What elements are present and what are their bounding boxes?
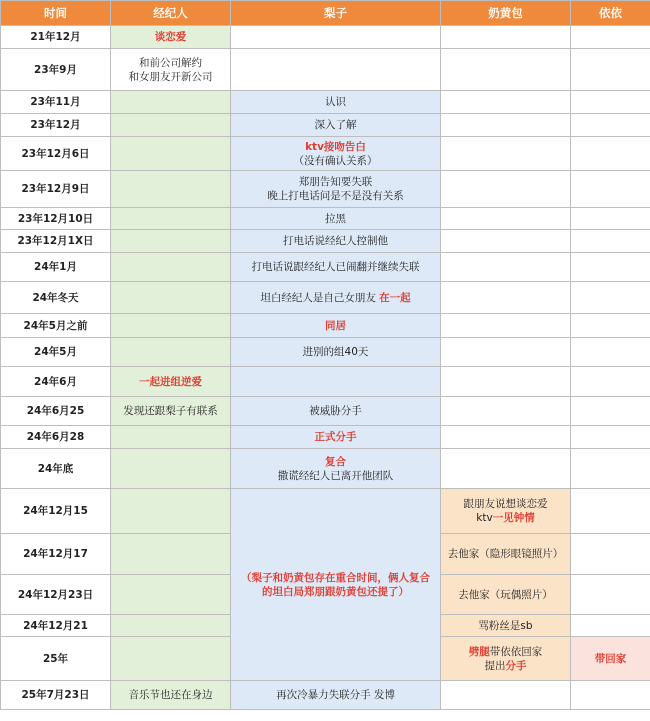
date-cell: 24年6月25	[1, 397, 111, 426]
agent-cell	[111, 426, 231, 449]
date-cell: 23年12月9日	[1, 171, 111, 208]
cell-line	[233, 455, 438, 469]
date-cell: 24年12月15	[1, 489, 111, 534]
table-row	[1, 489, 650, 534]
header-row	[1, 1, 650, 26]
date-cell: 23年9月	[1, 49, 111, 91]
yiyi-cell	[571, 397, 650, 426]
naihuangbao-cell	[441, 230, 571, 253]
highlight-text: 在一起	[379, 291, 411, 304]
cell-line	[443, 497, 568, 511]
yiyi-cell	[571, 253, 650, 282]
highlight-text: 谈恋爱	[154, 31, 187, 43]
lizi-cell	[231, 449, 441, 489]
naihuangbao-cell	[441, 282, 571, 314]
table-row	[1, 208, 650, 230]
table-row	[1, 314, 650, 338]
naihuangbao-cell	[441, 426, 571, 449]
table-row	[1, 282, 650, 314]
date-cell: 24年冬天	[1, 282, 111, 314]
yiyi-cell	[571, 230, 650, 253]
cell-line	[233, 319, 438, 333]
agent-cell	[111, 615, 231, 637]
date-cell: 24年12月21	[1, 615, 111, 637]
cell-line	[233, 212, 438, 226]
cell-text: 打电话说跟经纪人已闹翻并继续失联	[251, 261, 420, 273]
cell-text: 发现还跟梨子有联系	[123, 405, 218, 417]
lizi-cell	[231, 114, 441, 137]
lizi-cell	[231, 26, 441, 49]
agent-cell	[111, 26, 231, 49]
naihuangbao-cell	[441, 91, 571, 114]
agent-cell	[111, 637, 231, 681]
lizi-cell	[231, 397, 441, 426]
agent-cell	[111, 575, 231, 615]
yiyi-cell	[571, 26, 650, 49]
date-cell: 24年6月28	[1, 426, 111, 449]
yiyi-cell	[571, 575, 650, 615]
naihuangbao-cell	[441, 534, 571, 575]
yiyi-cell	[571, 49, 650, 91]
cell-text: 认识	[325, 96, 346, 108]
cell-line	[233, 260, 438, 274]
yiyi-cell	[571, 91, 650, 114]
naihuangbao-cell	[441, 26, 571, 49]
highlight-text: 一起进组逆爱	[139, 375, 202, 388]
lizi-cell	[231, 681, 441, 710]
lizi-cell	[231, 314, 441, 338]
naihuangbao-cell	[441, 367, 571, 397]
naihuangbao-cell	[441, 253, 571, 282]
cell-line	[113, 375, 228, 389]
yiyi-cell	[571, 114, 650, 137]
naihuangbao-cell	[441, 575, 571, 615]
date-cell: 23年12月	[1, 114, 111, 137]
yiyi-cell	[571, 171, 650, 208]
cell-line	[233, 571, 438, 585]
cell-line	[233, 95, 438, 109]
naihuangbao-cell	[441, 137, 571, 171]
table-row	[1, 449, 650, 489]
naihuangbao-cell	[441, 49, 571, 91]
cell-line	[113, 30, 228, 44]
naihuangbao-cell	[441, 615, 571, 637]
yiyi-cell	[571, 534, 650, 575]
table-row	[1, 114, 650, 137]
date-cell: 24年6月	[1, 367, 111, 397]
date-cell: 24年1月	[1, 253, 111, 282]
agent-cell	[111, 208, 231, 230]
yiyi-cell	[571, 489, 650, 534]
cell-text: 打电话说经纪人控制他	[283, 235, 388, 247]
yiyi-cell	[571, 615, 650, 637]
naihuangbao-cell	[441, 314, 571, 338]
lizi-cell	[231, 208, 441, 230]
date-cell: 21年12月	[1, 26, 111, 49]
yiyi-cell	[571, 426, 650, 449]
cell-line	[113, 56, 228, 70]
cell-text: 拉黑	[325, 212, 346, 225]
cell-line	[443, 645, 568, 659]
yiyi-cell	[571, 449, 650, 489]
agent-cell	[111, 171, 231, 208]
table-row	[1, 253, 650, 282]
lizi-cell	[231, 282, 441, 314]
cell-line	[443, 619, 568, 633]
naihuangbao-cell	[441, 114, 571, 137]
naihuangbao-cell	[441, 681, 571, 710]
cell-line	[233, 175, 438, 189]
highlight-text: 复合	[325, 455, 346, 468]
yiyi-cell	[571, 314, 650, 338]
table-row	[1, 49, 650, 91]
cell-text: 晚上打电话问是不是没有关系	[267, 190, 404, 202]
highlight-text: 分手	[505, 659, 527, 672]
yiyi-cell	[571, 637, 650, 681]
cell-line	[233, 140, 438, 154]
lizi-cell	[231, 171, 441, 208]
date-cell: 24年底	[1, 449, 111, 489]
naihuangbao-cell	[441, 489, 571, 534]
lizi-cell	[231, 338, 441, 367]
lizi-cell	[231, 49, 441, 91]
cell-text: 进别的组40天	[302, 346, 369, 358]
cell-text: 再次冷暴力失联分手 发博	[276, 689, 395, 701]
agent-cell	[111, 314, 231, 338]
yiyi-cell	[571, 208, 650, 230]
agent-cell	[111, 137, 231, 171]
naihuangbao-cell	[441, 171, 571, 208]
highlight-text: 的坦白局郑朋跟奶黄包还提了）	[262, 585, 409, 598]
cell-line	[573, 652, 648, 666]
agent-cell	[111, 114, 231, 137]
table-row	[1, 338, 650, 367]
cell-line	[233, 469, 438, 483]
date-cell: 24年5月	[1, 338, 111, 367]
cell-line	[233, 688, 438, 702]
cell-line	[233, 118, 438, 132]
cell-line	[443, 547, 568, 561]
cell-text: 撒谎经纪人已离开他团队	[277, 469, 394, 482]
agent-cell	[111, 230, 231, 253]
cell-text: 被威胁分手	[309, 405, 362, 417]
lizi-cell	[231, 253, 441, 282]
agent-cell	[111, 282, 231, 314]
date-cell: 23年11月	[1, 91, 111, 114]
cell-text: 深入了解	[314, 119, 357, 131]
table-row	[1, 367, 650, 397]
agent-cell	[111, 449, 231, 489]
cell-text: 音乐节也还在身边	[128, 689, 213, 701]
table-row	[1, 91, 650, 114]
cell-line	[113, 404, 228, 418]
highlight-text: 正式分手	[314, 431, 357, 443]
cell-line	[233, 585, 438, 599]
highlight-text: ktv接吻告白	[305, 140, 366, 153]
yiyi-cell	[571, 338, 650, 367]
cell-line	[233, 154, 438, 168]
cell-text: 坦白经纪人是自己女朋友	[260, 291, 380, 304]
header-agent: 经纪人	[111, 1, 231, 26]
header-time: 时间	[1, 1, 111, 26]
lizi-cell	[231, 137, 441, 171]
agent-cell	[111, 338, 231, 367]
cell-line	[443, 659, 568, 673]
agent-cell	[111, 489, 231, 534]
naihuangbao-cell	[441, 637, 571, 681]
naihuangbao-cell	[441, 338, 571, 367]
table-row	[1, 137, 650, 171]
lizi-merged-note	[231, 489, 441, 681]
cell-text: 骂粉丝是sb	[478, 619, 533, 632]
table-row	[1, 230, 650, 253]
yiyi-cell	[571, 367, 650, 397]
cell-line	[443, 588, 568, 602]
date-cell: 25年	[1, 637, 111, 681]
cell-text: 去他家（隐形眼镜照片）	[447, 548, 564, 560]
highlight-text: 劈腿	[468, 645, 490, 658]
table-row	[1, 681, 650, 710]
date-cell: 24年5月之前	[1, 314, 111, 338]
cell-text: 带依依回家	[489, 645, 543, 658]
date-cell: 23年12月6日	[1, 137, 111, 171]
table-row	[1, 171, 650, 208]
cell-line	[443, 511, 568, 525]
date-cell: 23年12月1X日	[1, 230, 111, 253]
cell-line	[233, 345, 438, 359]
date-cell: 23年12月10日	[1, 208, 111, 230]
date-cell: 25年7月23日	[1, 681, 111, 710]
header-lizi: 梨子	[231, 1, 441, 26]
lizi-cell	[231, 426, 441, 449]
yiyi-cell	[571, 137, 650, 171]
naihuangbao-cell	[441, 208, 571, 230]
table-row	[1, 397, 650, 426]
header-naihuangbao: 奶黄包	[441, 1, 571, 26]
naihuangbao-cell	[441, 397, 571, 426]
lizi-cell	[231, 367, 441, 397]
highlight-text: （梨子和奶黄包存在重合时间，俩人复合	[241, 571, 430, 584]
naihuangbao-cell	[441, 449, 571, 489]
cell-line	[113, 70, 228, 84]
date-cell: 24年12月17	[1, 534, 111, 575]
highlight-text: 带回家	[594, 652, 627, 665]
yiyi-cell	[571, 681, 650, 710]
agent-cell	[111, 253, 231, 282]
agent-cell	[111, 367, 231, 397]
cell-line	[233, 234, 438, 248]
cell-line	[233, 291, 438, 305]
agent-cell	[111, 91, 231, 114]
cell-text: 提出	[484, 659, 506, 672]
cell-line	[233, 404, 438, 418]
cell-text: 和女朋友开新公司	[128, 70, 213, 83]
cell-line	[113, 688, 228, 702]
highlight-text: 一见钟情	[492, 512, 535, 524]
agent-cell	[111, 534, 231, 575]
cell-text: （没有确认关系）	[293, 154, 378, 167]
table-row	[1, 426, 650, 449]
header-yiyi: 依依	[571, 1, 650, 26]
cell-text: ktv	[476, 512, 493, 524]
cell-text: 郑朋告知要失联	[298, 176, 373, 188]
cell-text: 跟朋友说想谈恋爱	[463, 498, 548, 510]
agent-cell	[111, 681, 231, 710]
date-cell: 24年12月23日	[1, 575, 111, 615]
lizi-cell	[231, 230, 441, 253]
yiyi-cell	[571, 282, 650, 314]
cell-text: 和前公司解约	[139, 56, 202, 69]
highlight-text: 同居	[325, 319, 346, 332]
cell-line	[233, 430, 438, 444]
agent-cell	[111, 397, 231, 426]
cell-line	[233, 189, 438, 203]
lizi-cell	[231, 91, 441, 114]
table-row	[1, 26, 650, 49]
cell-text: 去他家（玩偶照片）	[458, 588, 553, 601]
agent-cell	[111, 49, 231, 91]
